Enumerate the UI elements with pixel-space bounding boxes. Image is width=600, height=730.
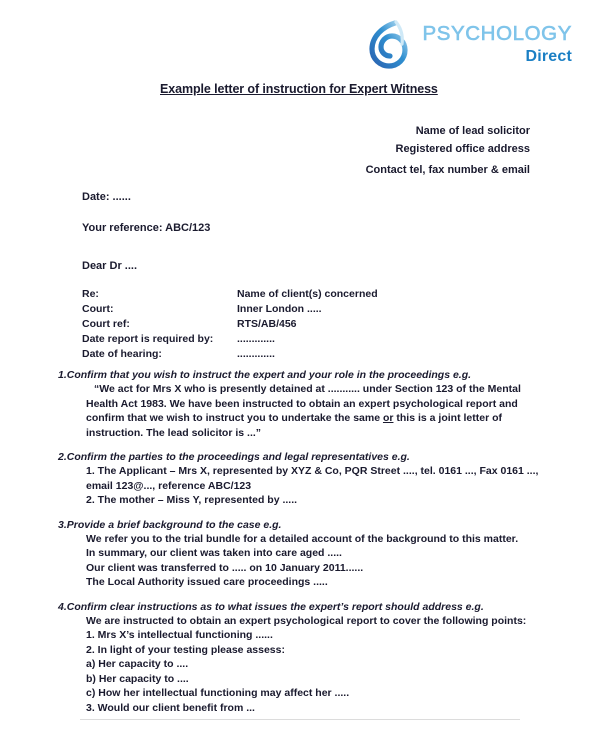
instruction-sections [0,368,600,725]
case-ref-label: Court: [82,303,114,315]
quote-emphasis-or: or [382,412,394,424]
table-row [82,333,378,348]
section-heading: 3.Provide a brief background to the case e.g. [58,518,282,531]
case-ref-value: ............. [237,348,275,360]
list-item: In summary, our client was taken into care aged ..... [86,547,342,559]
list-item: c) How her intellectual functioning may affect her ..... [86,687,350,699]
list-item: 3. Would our client benefit from ... [86,701,255,714]
quoted-paragraph [86,382,542,440]
section-body [0,532,600,590]
case-ref-value: Inner London ..... [237,303,322,315]
table-row [82,303,378,318]
case-ref-value: Name of client(s) concerned [237,288,378,300]
brand-name-secondary: Direct [525,47,572,65]
quote-part-1: “We act for Mrs X who is presently detained at ........... under Section 123 of the Mental Health Act 1983. We have been instructed to obtain an expert psychological report and confirm that we wish to instruct you to undertake the same [86,383,521,424]
section-heading: 2.Confirm the parties to the proceedings and legal representatives e.g. [58,451,410,463]
table-row [82,318,378,333]
salutation-line: Dear Dr .... [82,260,138,272]
quote-part-2: this is a joint letter of instruction. The lead solicitor is ...” [86,412,502,439]
list-item: Our client was transferred to ..... on 10 January 2011...... [86,561,364,574]
section-body [0,464,600,508]
case-reference-table [82,288,378,363]
list-item: a) Her capacity to .... [86,658,189,670]
list-item: We refer you to the trial bundle for a detailed account of the background to this matter. [86,532,519,545]
letterhead [368,18,572,70]
case-ref-label: Date report is required by: [82,333,214,345]
list-item: We are instructed to obtain an expert psychological report to cover the following points: [86,614,527,627]
psychology-direct-spiral-logo-icon [368,20,416,70]
instruction-section-1 [0,368,600,440]
page-bottom-divider [80,719,520,720]
section-heading: 4.Confirm clear instructions as to what issues the expert’s report should address e.g. [58,600,484,613]
your-reference-line: Your reference: ABC/123 [82,222,211,234]
list-item: 1. The Applicant – Mrs X, represented by XYZ & Co, PQR Street ...., tel. 0161 ..., Fax 0161 ..., email 123@..., reference ABC/123 [86,465,539,492]
case-ref-value: ............. [237,333,275,345]
case-ref-value: RTS/AB/456 [237,318,297,330]
contact-details-line: Contact tel, fax number & email [365,164,530,176]
recipient-address-block [396,122,531,158]
list-item: 1. Mrs X’s intellectual functioning ...... [86,629,273,641]
list-item: b) Her capacity to .... [86,672,189,685]
section-body [0,382,600,440]
instruction-section-2 [0,450,600,508]
table-row [82,288,378,303]
date-line: Date: ...... [82,191,131,203]
registered-office-line: Registered office address [395,143,530,155]
section-heading: 1.Confirm that you wish to instruct the expert and your role in the proceedings e.g. [58,369,472,381]
brand-name-primary: PSYCHOLOGY [422,22,572,45]
case-ref-label: Date of hearing: [82,348,162,360]
brand-wordmark [422,18,572,65]
section-body [0,614,600,716]
instruction-section-3 [0,518,600,590]
case-ref-label: Re: [82,288,99,300]
page-title: Example letter of instruction for Expert Witness [160,82,438,96]
list-item: The Local Authority issued care proceedings ..... [86,576,328,588]
case-ref-label: Court ref: [82,318,130,330]
list-item: 2. In light of your testing please assess: [86,643,285,656]
list-item: 2. The mother – Miss Y, represented by ..... [86,494,298,506]
lead-solicitor-line: Name of lead solicitor [415,125,530,137]
instruction-section-4 [0,600,600,716]
table-row [82,348,378,363]
